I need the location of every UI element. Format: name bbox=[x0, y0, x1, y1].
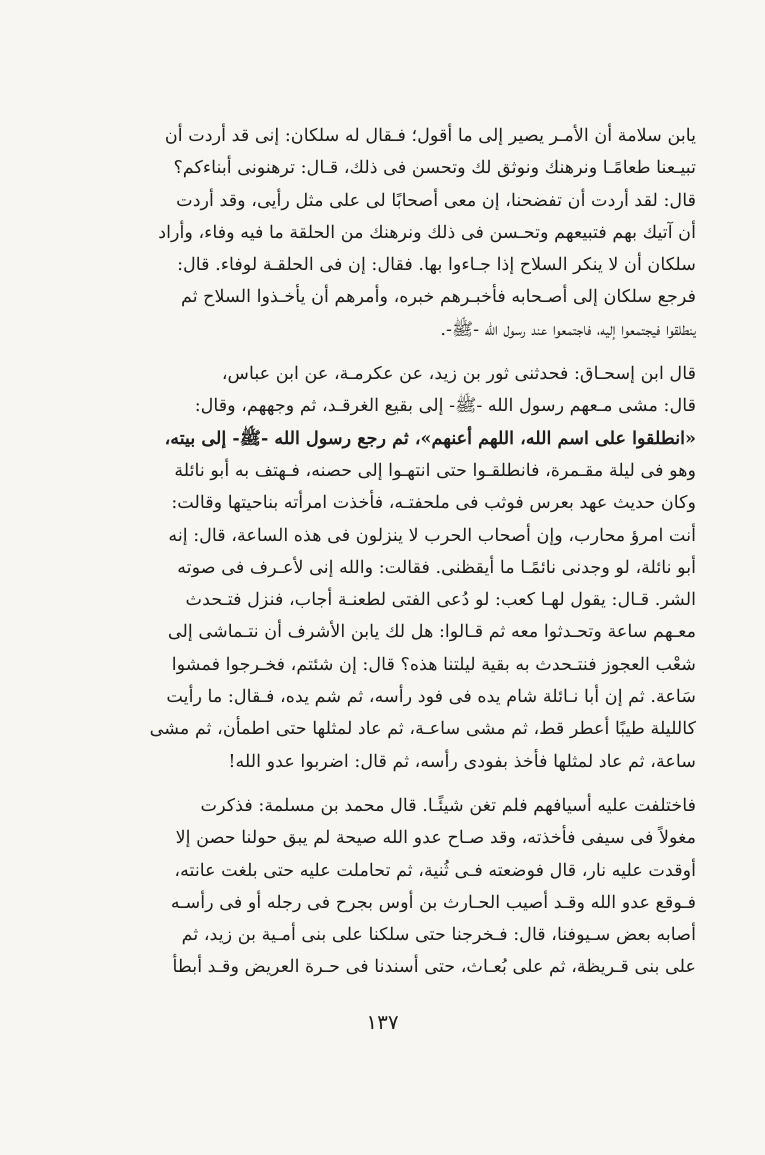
text-line: ينطلقوا فيجتمعوا إليه، فاجتمعوا عند رسول الله -ﷺ-. bbox=[440, 319, 696, 340]
text-line: سلكان أن لا ينكر السلاح إذا جـاءوا بها. فقال: إن فى الحلقـة لوفاء. قال: bbox=[177, 255, 696, 276]
text-line: وهو فى ليلة مقـمرة، فانطلقـوا حتى انتهـوا إلى حصنه، فـهتف به أبو نائلة bbox=[174, 460, 696, 481]
text-line: وكان حديث عهد بعرس فوثب فى ملحفتـه، فأخذت امرأته بناحيتها وقالت: bbox=[171, 493, 696, 514]
text-line: أنت امرؤ محارب، وإن أصحاب الحرب لا ينزلون فى هذه الساعة، قال: إنه bbox=[168, 525, 696, 546]
text-line: قال: لقد أردت أن تفضحنا، إن معى أصحابًا لى على مثل رأيى، وقد أردت bbox=[176, 190, 696, 211]
text-line: ساعة، ثم عاد لمثلها فأخذ بفودى رأسه، ثم قال: اضربوا عدو الله! bbox=[228, 751, 696, 772]
page-number: ١٣٧ bbox=[366, 1010, 399, 1034]
text-line: كالليلة طيبًا أعطر قط، ثم مشى ساعـة، ثم عاد لمثلها حتى اطمأن، ثم مشى bbox=[149, 719, 696, 740]
text-line: الشر. قـال: يقول لهـا كعب: لو دُعى الفتى لطعنـة أجاب، فنزل فتـحدث bbox=[185, 590, 696, 611]
text-line: سَاعة. ثم إن أبا نـائلة شام يده فى فود رأسه، ثم شم يده، فـقال: ما رأيت bbox=[166, 687, 696, 708]
text-line: أن آتيك بهم فتبيعهم وتحـسن فى ذلك ونرهنك من الحلقة ما فيه وفاء، وأراد bbox=[158, 222, 696, 243]
text-line: فاختلفت عليه أسيافهم فلم تغن شيئًـا. قال محمد بن مسلمة: فذكرت bbox=[200, 795, 696, 816]
text-line: تبيـعنا طعامًـا ونرهنك ونوثق لك وتحسن فى ذلك، قـال: ترهنونى أبناءكم؟ bbox=[173, 158, 696, 179]
text-line: قال ابن إسحـاق: فحدثنى ثور بن زيد، عن عكرمـة، عن ابن عباس، bbox=[221, 364, 696, 385]
text-line: على بنى قـريظة، ثم على بُعـاث، حتى أسندنا فى حـرة العريض وقـد أبطأ bbox=[172, 957, 696, 978]
text-line: معـهم ساعة وتحـدثوا معه ثم قـالوا: هل لك يابن الأشرف أن نتـماشى إلى bbox=[167, 622, 696, 643]
text-line: شعْب العجوز فنتـحدث به بقية ليلتنا هذه؟ قال: إن شئتم، فخـرجوا فمشوا bbox=[171, 654, 696, 675]
text-line: فـوقع عدو الله وقـد أصيب الحـارث بن أوس بجرح فى رجله أو فى رأسـه bbox=[170, 892, 696, 913]
text-line: «انطلقوا على اسم الله، اللهم أعنهم»، ثم رجع رسول الله -ﷺ- إلى بيته، bbox=[164, 427, 696, 449]
text-line: أوقدت عليه نار، قال فوضعته فـى ثُنية، ثم تحاملت عليه حتى بلغت عانته، bbox=[174, 860, 696, 881]
page-body bbox=[100, 120, 696, 984]
paragraph-1 bbox=[100, 120, 696, 346]
text-line: فرجع سلكان إلى أصـحابه فأخبـرهم خبره، وأمرهم أن يأخـذوا السلاح ثم bbox=[180, 287, 696, 308]
paragraph-3 bbox=[100, 790, 696, 984]
text-line: أبو نائلة، لو وجدنى نائمًـا ما أيقظنى. فقالت: والله إنى لأعـرف فى صوته bbox=[177, 557, 696, 578]
text-line: أصابه بعض سـيوفنا، قال: فـخرجنا حتى سلكنا على بنى أمـية بن زيد، ثم bbox=[181, 925, 696, 946]
text-line: قال: مشى مـعهم رسول الله -ﷺ- إلى بقيع الغرقـد، ثم وجههم، وقال: bbox=[194, 396, 696, 417]
paragraph-2 bbox=[100, 358, 696, 778]
text-line: مغولاً فى سيفى فأخذته، وقد صـاح عدو الله صيحة لم يبق حولنا حصن إلا bbox=[175, 828, 696, 849]
text-line: يابن سلامة أن الأمـر يصير إلى ما أقول؛ فـقال له سلكان: إنى قد أردت أن bbox=[164, 126, 696, 146]
